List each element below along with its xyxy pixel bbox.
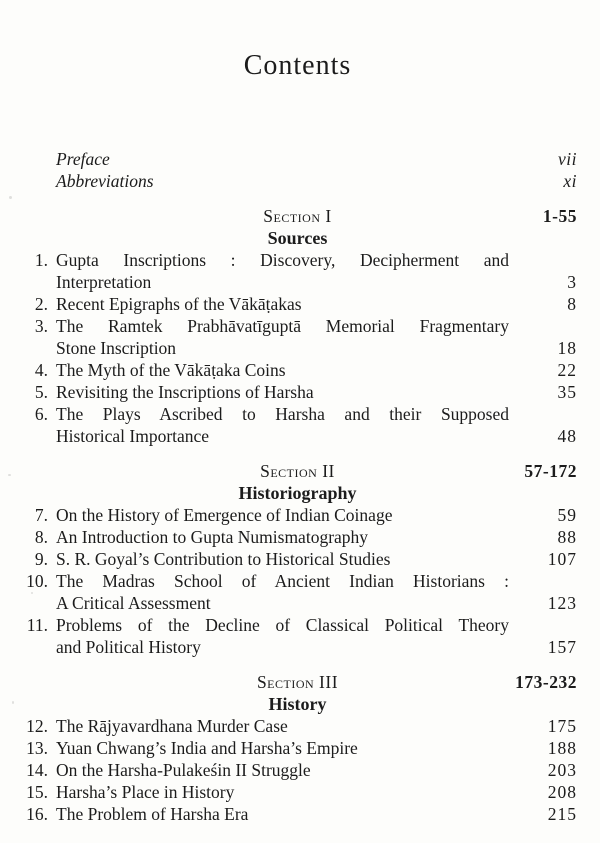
toc-item: [18, 504, 577, 526]
toc-item-title: [56, 359, 509, 381]
toc-item-page: 18: [557, 338, 577, 358]
scan-speck-artifact: [9, 196, 12, 199]
section-items: [18, 715, 577, 825]
toc-item-number: 7.: [34, 505, 48, 525]
toc-item-title-line: Harsha’s Place in History: [56, 782, 235, 802]
scan-speck-artifact: [40, 261, 42, 263]
toc-item-title-line: On the History of Emergence of Indian Coinage: [56, 505, 393, 525]
toc-item-page: 208: [547, 782, 577, 802]
toc-item-title: [56, 715, 509, 737]
toc-item: [18, 249, 577, 293]
toc-item-title: [56, 737, 509, 759]
toc-section: [18, 460, 577, 658]
scan-speck-artifact: [8, 474, 11, 476]
front-matter-page: xi: [563, 171, 577, 191]
toc-item-page: 123: [547, 593, 577, 613]
toc-item-title-line: The Rājyavardhana Murder Case: [56, 716, 288, 736]
section-heading: Section I: [263, 206, 332, 226]
toc-item-page: 3: [567, 272, 577, 292]
section-page-range: 1-55: [542, 206, 577, 226]
toc-item-title: [56, 504, 509, 526]
toc-item-number: 15.: [26, 782, 48, 802]
toc-item-title: [56, 803, 509, 825]
toc-sections: [18, 205, 577, 825]
toc-item: [18, 781, 577, 803]
page-title: Contents: [243, 50, 352, 81]
toc-item-number: 3.: [34, 316, 48, 336]
toc-item: [18, 359, 577, 381]
toc-item-page: 8: [567, 294, 577, 314]
front-matter-row: [18, 170, 577, 192]
toc-item: [18, 759, 577, 781]
toc-item-title: [56, 548, 509, 570]
toc-item-title-line: Historical Importance: [56, 426, 210, 446]
toc-item-number: 8.: [34, 527, 48, 547]
toc-item-number: 1.: [34, 250, 48, 270]
toc-item-title-line: Interpretation: [56, 272, 152, 292]
section-heading-row: [18, 671, 577, 693]
section-subtitle: History: [268, 694, 327, 714]
toc-item-title-line: The Plays Ascribed to Harsha and their Supposed: [56, 404, 509, 424]
toc-item-number: 16.: [26, 804, 48, 824]
toc-item-number: 4.: [34, 360, 48, 380]
section-heading: Section III: [256, 672, 339, 692]
toc-item-page: 215: [547, 804, 577, 824]
toc-item-number: 2.: [34, 294, 48, 314]
toc-item-page: 48: [557, 426, 577, 446]
toc-item: [18, 403, 577, 447]
toc-item-number: 5.: [34, 382, 48, 402]
toc-item-title-line: Stone Inscription: [56, 338, 177, 358]
toc-item-number: 13.: [26, 738, 48, 758]
toc-item-title-line: Yuan Chwang’s India and Harsha’s Empire: [56, 738, 358, 758]
toc-item-page: 107: [547, 549, 577, 569]
section-heading: Section II: [260, 461, 335, 481]
toc-item-number: 9.: [34, 549, 48, 569]
toc-item-title: [56, 526, 509, 548]
scan-speck-artifact: [31, 592, 33, 594]
toc-item-title-line: The Myth of the Vākāṭaka Coins: [56, 360, 286, 380]
toc-item: [18, 614, 577, 658]
toc-item: [18, 570, 577, 614]
toc-item: [18, 803, 577, 825]
toc-item-title: [56, 315, 509, 359]
toc-item-title-line: Recent Epigraphs of the Vākāṭakas: [56, 294, 302, 314]
section-subtitle: Historiography: [238, 483, 357, 503]
toc-item-page: 175: [547, 716, 577, 736]
toc-item-number: 11.: [26, 615, 48, 635]
toc-item-title: [56, 249, 509, 293]
toc-item-title: [56, 614, 509, 658]
section-page-range: 173-232: [515, 672, 577, 692]
front-matter-label: Abbreviations: [56, 171, 154, 191]
toc-item-title: [56, 381, 509, 403]
section-items: [18, 504, 577, 658]
front-matter: [18, 148, 577, 192]
toc-item-title-line: An Introduction to Gupta Numismatography: [56, 527, 369, 547]
toc-item: [18, 293, 577, 315]
front-matter-row: [18, 148, 577, 170]
toc-item-page: 22: [557, 360, 577, 380]
section-heading-row: [18, 205, 577, 227]
toc-item-page: 88: [557, 527, 577, 547]
toc-item-page: 188: [547, 738, 577, 758]
toc-item-title-line: On the Harsha-Pulakeśin II Struggle: [56, 760, 311, 780]
toc-item-page: 35: [557, 382, 577, 402]
toc-item-page: 203: [547, 760, 577, 780]
toc-item-title: [56, 293, 509, 315]
toc-item-title-line: Problems of the Decline of Classical Political Theory: [56, 615, 509, 635]
toc-item-page: 59: [557, 505, 577, 525]
toc-item: [18, 715, 577, 737]
toc-item-title: [56, 781, 509, 803]
section-subtitle: Sources: [267, 228, 328, 248]
toc-item-number: 14.: [26, 760, 48, 780]
section-items: [18, 249, 577, 447]
toc-item-title-line: S. R. Goyal’s Contribution to Historical Studies: [56, 549, 391, 569]
section-heading-row: [18, 460, 577, 482]
toc-item-page: 157: [547, 637, 577, 657]
toc-item-title-line: Revisiting the Inscriptions of Harsha: [56, 382, 314, 402]
scan-speck-artifact: [12, 701, 14, 704]
toc-item: [18, 315, 577, 359]
toc-item-number: 10.: [26, 571, 48, 591]
front-matter-label: Preface: [56, 149, 110, 169]
toc-item-title-line: A Critical Assessment: [56, 593, 211, 613]
front-matter-page: vii: [558, 149, 577, 169]
toc-item: [18, 526, 577, 548]
toc-item-title-line: The Ramtek Prabhāvatīguptā Memorial Fragmentary: [56, 316, 509, 336]
toc-item-title: [56, 570, 509, 614]
toc-item: [18, 381, 577, 403]
toc-item-title-line: The Madras School of Ancient Indian Historians :: [56, 571, 509, 591]
toc-item: [18, 548, 577, 570]
toc-item-title: [56, 403, 509, 447]
toc-item-title-line: Gupta Inscriptions : Discovery, Decipherment and: [56, 250, 509, 270]
toc-item-title-line: The Problem of Harsha Era: [56, 804, 249, 824]
section-page-range: 57-172: [524, 461, 577, 481]
toc-item-title-line: and Political History: [56, 637, 201, 657]
toc-item-number: 6.: [34, 404, 48, 424]
toc-section: [18, 671, 577, 825]
toc-item-title: [56, 759, 509, 781]
toc-item-number: 12.: [26, 716, 48, 736]
toc-item: [18, 737, 577, 759]
toc-section: [18, 205, 577, 447]
